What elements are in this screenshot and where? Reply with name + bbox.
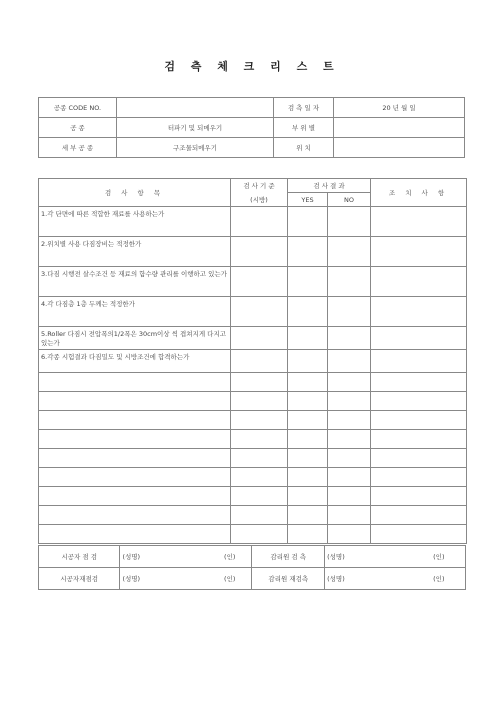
code-label: 공종 CODE NO. — [39, 98, 117, 118]
part-value-cell[interactable] — [334, 118, 465, 138]
supervisor-reinspect-label: 감리원 재검측 — [252, 568, 325, 590]
checklist-header-row — [39, 179, 467, 193]
blank-row — [39, 506, 467, 525]
yes-cell[interactable] — [288, 237, 328, 267]
contractor-inspect-label: 시공자 점 검 — [39, 546, 120, 568]
info-table — [38, 97, 465, 158]
header-result: 검 사 결 과 — [288, 179, 371, 193]
yes-cell[interactable] — [288, 327, 328, 350]
blank-row — [39, 487, 467, 506]
no-cell[interactable] — [328, 207, 371, 237]
check-item-text: 1.각 단면에 따른 적합한 재료를 사용하는가 — [39, 207, 231, 237]
action-cell[interactable] — [371, 207, 467, 237]
yes-cell[interactable] — [288, 207, 328, 237]
header-items: 검 사 항 목 — [39, 179, 231, 207]
check-row — [39, 297, 467, 327]
action-cell[interactable] — [371, 267, 467, 297]
header-no: NO — [328, 193, 371, 207]
yes-cell[interactable] — [288, 267, 328, 297]
detail-value[interactable]: 구조물되메우기 — [117, 138, 274, 158]
signoff-row-inspect — [39, 546, 466, 568]
blank-row — [39, 525, 467, 544]
header-criteria-sub: (시방) — [231, 193, 288, 207]
blank-row — [39, 449, 467, 468]
yes-cell[interactable] — [288, 350, 328, 373]
check-row — [39, 327, 467, 350]
supervisor-inspect-label: 감리원 검 측 — [252, 546, 325, 568]
check-item-text: 5.Roller 다짐시 전압폭의1/2폭은 30cm이상 씩 겹쳐지게 다지고 있는가 — [39, 327, 231, 350]
part-label: 부 위 별 — [274, 118, 334, 138]
header-action: 조 치 사 항 — [371, 179, 467, 207]
document-title: 검 측 체 크 리 스 트 — [164, 60, 340, 73]
check-item-text: 4.각 다짐층 1층 두께는 적정한가 — [39, 297, 231, 327]
check-item-text: 3.다짐 시행전 살수조건 등 재료의 함수량 관리를 이행하고 있는가 — [39, 267, 231, 297]
info-row-detail — [39, 138, 465, 158]
criteria-cell[interactable] — [231, 267, 288, 297]
check-row — [39, 207, 467, 237]
check-row — [39, 267, 467, 297]
type-label: 공 종 — [39, 118, 117, 138]
contractor-re-name-field[interactable]: (성명) — [120, 568, 208, 590]
location-value-cell[interactable] — [334, 138, 465, 158]
type-value[interactable]: 터파기 및 되메우기 — [117, 118, 274, 138]
criteria-cell[interactable] — [231, 350, 288, 373]
detail-label: 세 부 공 종 — [39, 138, 117, 158]
action-cell[interactable] — [371, 350, 467, 373]
no-cell[interactable] — [328, 297, 371, 327]
date-value[interactable]: 20 년 월 일 — [334, 98, 465, 118]
criteria-cell[interactable] — [231, 207, 288, 237]
location-label: 위 치 — [274, 138, 334, 158]
contractor-name-field[interactable]: (성명) — [120, 546, 208, 568]
supervisor-seal-field[interactable]: (인) — [413, 546, 466, 568]
check-row — [39, 237, 467, 267]
criteria-cell[interactable] — [231, 297, 288, 327]
header-yes: YES — [288, 193, 328, 207]
action-cell[interactable] — [371, 327, 467, 350]
supervisor-name-field[interactable]: (성명) — [325, 546, 413, 568]
date-label: 검 측 일 자 — [274, 98, 334, 118]
blank-row — [39, 430, 467, 449]
info-row-code — [39, 98, 465, 118]
supervisor-re-seal-field[interactable]: (인) — [413, 568, 466, 590]
supervisor-re-name-field[interactable]: (성명) — [325, 568, 413, 590]
blank-row — [39, 392, 467, 411]
contractor-re-seal-field[interactable]: (인) — [208, 568, 252, 590]
action-cell[interactable] — [371, 297, 467, 327]
code-value-cell[interactable] — [117, 98, 274, 118]
no-cell[interactable] — [328, 350, 371, 373]
action-cell[interactable] — [371, 237, 467, 267]
blank-row — [39, 468, 467, 487]
blank-row — [39, 373, 467, 392]
header-criteria: 검 사 기 준 — [231, 179, 288, 193]
contractor-reinspect-label: 시공자재점검 — [39, 568, 120, 590]
blank-row — [39, 411, 467, 430]
check-row — [39, 350, 467, 373]
checklist-table — [38, 178, 467, 544]
no-cell[interactable] — [328, 237, 371, 267]
criteria-cell[interactable] — [231, 237, 288, 267]
yes-cell[interactable] — [288, 297, 328, 327]
contractor-seal-field[interactable]: (인) — [208, 546, 252, 568]
criteria-cell[interactable] — [231, 327, 288, 350]
signoff-table — [38, 545, 466, 590]
signoff-row-reinspect — [39, 568, 466, 590]
no-cell[interactable] — [328, 267, 371, 297]
check-item-text: 2.위치별 사용 다짐장비는 적정한가 — [39, 237, 231, 267]
check-item-text: 6.각종 시험결과 다짐밀도 및 시방조건에 합격하는가 — [39, 350, 231, 373]
info-row-type — [39, 118, 465, 138]
no-cell[interactable] — [328, 327, 371, 350]
